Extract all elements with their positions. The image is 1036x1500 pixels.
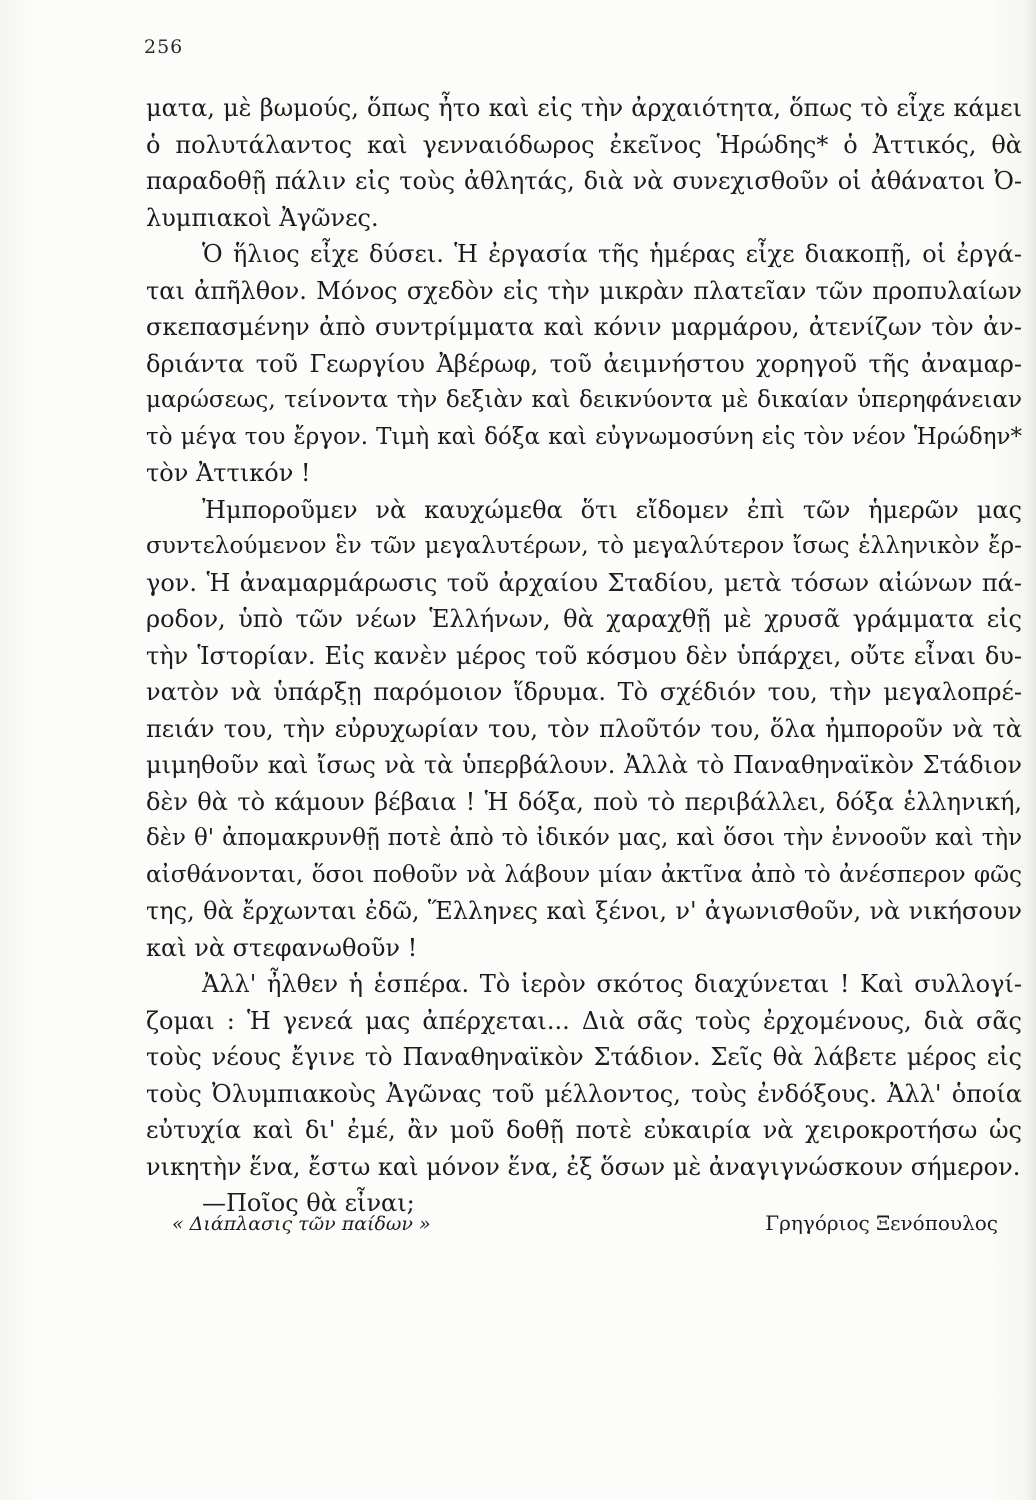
page-number: 256 [144, 36, 184, 58]
body-text [146, 90, 1022, 1222]
page-edge-shadow [1026, 0, 1036, 1500]
author-signature: Γρηγόριος Ξενόπουλος [765, 1211, 998, 1235]
text-line: τοὺς νέους ἔγινε τὸ Παναθηναϊκὸν Στάδιον. Σεῖς θὰ λάβετε μέρος εἰς [146, 1043, 1022, 1071]
text-line: τοὺς Ὀλυμπιακοὺς Ἀγῶνας τοῦ μέλλοντος, τοὺς ἐνδόξους. Ἀλλ' ὁποία [146, 1079, 1022, 1108]
text-line: πειάν του, τὴν εὐρυχωρίαν του, τὸν πλοῦτόν του, ὅλα ἠμποροῦν νὰ τὰ [146, 714, 1022, 743]
text-line: ματα, μὲ βωμούς, ὅπως ἦτο καὶ εἰς τὴν ἀρχαιότητα, ὅπως τὸ εἶχε κάμει [146, 94, 1022, 122]
text-line: δὲν θ' ἀπομακρυνθῇ ποτὲ ἀπὸ τὸ ἰδικόν μας, καὶ ὅσοι τὴν ἐννοοῦν καὶ τὴν [146, 825, 1022, 851]
text-line: —Ποῖος θὰ εἶναι; [202, 1189, 415, 1217]
footer [0, 1211, 1036, 1241]
text-line: νικητὴν ἕνα, ἔστω καὶ μόνον ἕνα, ἐξ ὅσων μὲ ἀναγιγνώσκουν σήμερον. [146, 1152, 1021, 1181]
text-line: γον. Ἡ ἀναμαρμάρωσις τοῦ ἀρχαίου Σταδίου, μετὰ τόσων αἰώνων πά- [146, 568, 1022, 597]
text-line: αἰσθάνονται, ὅσοι ποθοῦν νὰ λάβουν μίαν ἀκτῖνα ἀπὸ τὸ ἀνέσπερον φῶς [146, 860, 1022, 888]
text-line: λυμπιακοὶ Ἀγῶνες. [146, 203, 379, 232]
text-line: παραδοθῇ πάλιν εἰς τοὺς ἀθλητάς, διὰ νὰ συνεχισθοῦν οἱ ἀθάνατοι Ὀ- [146, 167, 1022, 195]
text-line: εὐτυχία καὶ δι' ἐμέ, ἂν μοῦ δοθῇ ποτὲ εὐκαιρία νὰ χειροκροτήσω ὡς [146, 1116, 1022, 1144]
text-line: Ἀλλ' ἦλθεν ἡ ἑσπέρα. Τὸ ἱερὸν σκότος διαχύνεται ! Καὶ συλλογί- [202, 970, 1022, 998]
source-citation: « Διάπλασις τῶν παίδων » [172, 1213, 431, 1235]
text-line: μαρώσεως, τείνοντα τὴν δεξιὰν καὶ δεικνύοντα μὲ δικαίαν ὑπερηφάνειαν [146, 387, 1022, 413]
text-line: της, θὰ ἔρχωνται ἐδῶ, Ἕλληνες καὶ ξένοι, ν' ἀγωνισθοῦν, νὰ νικήσουν [146, 897, 1022, 925]
text-line: τὸ μέγα του ἔργον. Τιμὴ καὶ δόξα καὶ εὐγνωμοσύνη εἰς τὸν νέον Ἡρώδην* [146, 423, 1022, 450]
text-line: ροδον, ὑπὸ τῶν νέων Ἑλλήνων, θὰ χαραχθῇ μὲ χρυσᾶ γράμματα εἰς [146, 605, 1022, 633]
text-line: ται ἀπῆλθον. Μόνος σχεδὸν εἰς τὴν μικρὰν πλατεῖαν τῶν προπυλαίων [146, 276, 1022, 305]
text-line: μιμηθοῦν καὶ ἴσως νὰ τὰ ὑπερβάλουν. Ἀλλὰ τὸ Παναθηναϊκὸν Στάδιον [146, 751, 1022, 779]
text-line: ζομαι : Ἡ γενεά μας ἀπέρχεται... Διὰ σᾶς τοὺς ἐρχομένους, διὰ σᾶς [146, 1006, 1022, 1035]
text-line: νατὸν νὰ ὑπάρξῃ παρόμοιον ἵδρυμα. Τὸ σχέδιόν του, τὴν μεγαλοπρέ- [146, 678, 1022, 706]
text-line: δριάντα τοῦ Γεωργίου Ἀβέρωφ, τοῦ ἀειμνήστου χορηγοῦ τῆς ἀναμαρ- [146, 349, 1022, 378]
text-line: Ὁ ἥλιος εἶχε δύσει. Ἡ ἐργασία τῆς ἡμέρας εἶχε διακοπῇ, οἱ ἐργά- [202, 240, 1022, 268]
text-line: σκεπασμένην ἀπὸ συντρίμματα καὶ κόνιν μαρμάρου, ἀτενίζων τὸν ἀν- [146, 313, 1022, 341]
text-line: Ἠμποροῦμεν νὰ καυχώμεθα ὅτι εἴδομεν ἐπὶ τῶν ἡμερῶν μας [202, 495, 1022, 524]
text-line: ὁ πολυτάλαντος καὶ γενναιόδωρος ἐκεῖνος Ἡρώδης* ὁ Ἀττικός, θὰ [146, 130, 1022, 159]
text-line: τὸν Ἀττικόν ! [146, 459, 311, 487]
text-line: δὲν θὰ τὸ κάμουν βέβαια ! Ἡ δόξα, ποὺ τὸ περιβάλλει, δόξα ἑλληνική, [146, 787, 1022, 816]
text-line: καὶ νὰ στεφανωθοῦν ! [146, 933, 418, 962]
text-line: συντελούμενον ἓν τῶν μεγαλυτέρων, τὸ μεγαλύτερον ἴσως ἑλληνικὸν ἔρ- [146, 532, 1022, 559]
text-line: τὴν Ἱστορίαν. Εἰς κανὲν μέρος τοῦ κόσμου δὲν ὑπάρχει, οὔτε εἶναι δυ- [146, 641, 1022, 670]
